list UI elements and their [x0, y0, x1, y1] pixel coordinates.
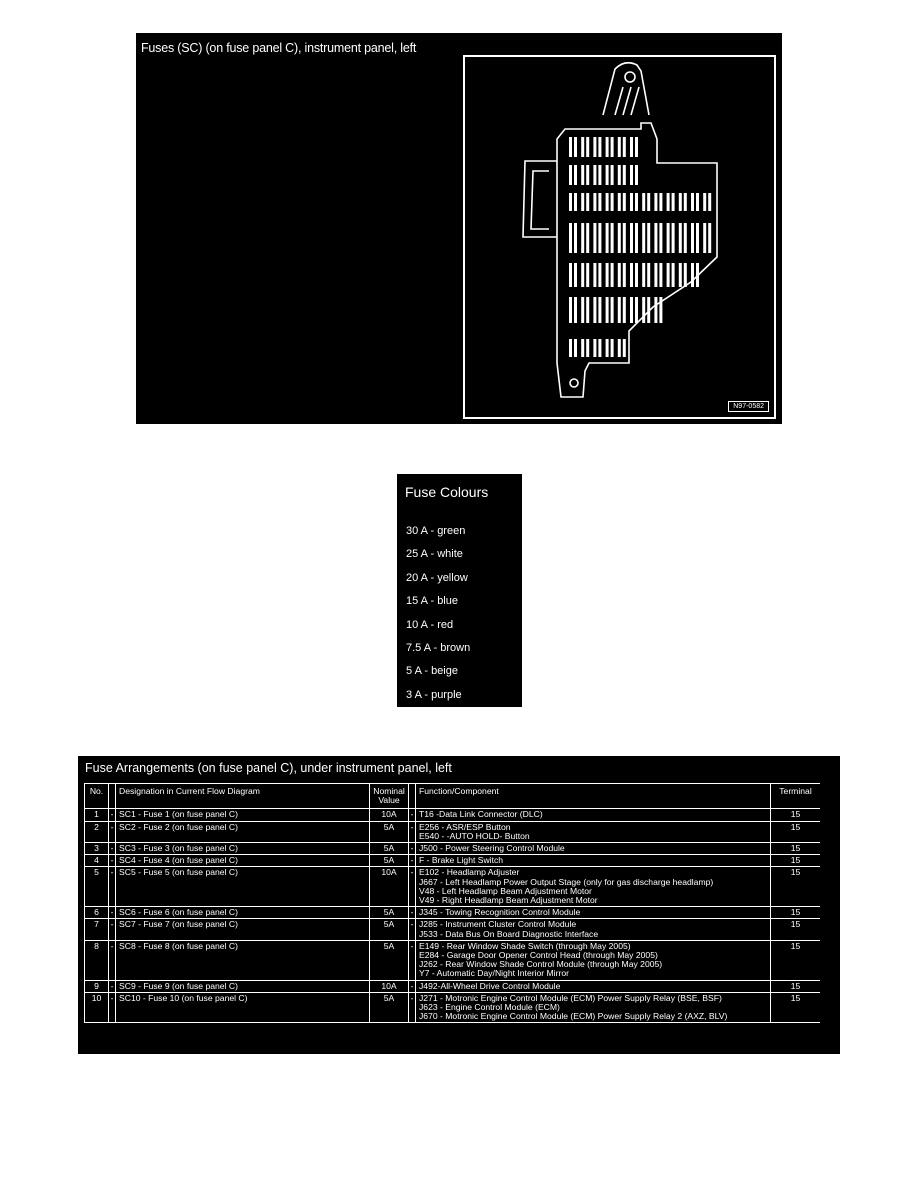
fuse-slot — [667, 223, 670, 253]
fuse-slot — [654, 223, 657, 253]
cell-terminal: 15 — [771, 821, 821, 842]
cell-dash: - — [109, 992, 116, 1023]
function-line: J500 - Power Steering Control Module — [419, 843, 565, 854]
cell-dash: - — [409, 855, 416, 867]
diagram-title: Fuses (SC) (on fuse panel C), instrument panel, left — [141, 41, 417, 55]
fuse-slot — [635, 137, 638, 157]
fuse-slot — [642, 223, 645, 253]
list-item: 10 A - red — [406, 618, 454, 631]
fuse-slot — [642, 193, 645, 211]
table-row — [85, 940, 821, 980]
cell-designation: SC9 - Fuse 9 (on fuse panel C) — [116, 980, 370, 992]
fuse-slot — [691, 223, 694, 253]
fuse-slot — [647, 223, 650, 253]
table-row — [85, 855, 821, 867]
cell-dash: - — [109, 855, 116, 867]
fuse-slot — [635, 223, 638, 253]
table-row — [85, 907, 821, 919]
header-designation: Designation in Current Flow Diagram — [116, 784, 370, 809]
fuse-slot — [569, 165, 572, 185]
fuse-slot — [642, 297, 645, 323]
fuse-slot — [586, 223, 589, 253]
fuse-slot — [606, 297, 609, 323]
fuse-slot — [618, 223, 621, 253]
fuse-slot — [635, 263, 638, 287]
fuse-slot — [569, 263, 572, 287]
cell-terminal: 15 — [771, 809, 821, 821]
cell-designation: SC2 - Fuse 2 (on fuse panel C) — [116, 821, 370, 842]
function-line: J670 - Motronic Engine Control Module (ECM) Power Supply Relay 2 (AXZ, BLV) — [419, 1011, 728, 1022]
table-row — [85, 992, 821, 1023]
cell-no: 6 — [85, 907, 109, 919]
fuse-slot — [623, 165, 626, 185]
fuse-box-drawing — [465, 57, 774, 417]
fuse-slot — [611, 193, 614, 211]
table-row — [85, 919, 821, 940]
cell-designation: SC8 - Fuse 8 (on fuse panel C) — [116, 940, 370, 980]
fuse-slot — [618, 165, 621, 185]
cell-no: 7 — [85, 919, 109, 940]
table-header-row — [85, 784, 821, 809]
function-line: E149 - Rear Window Shade Switch (through May 2005) — [419, 940, 631, 951]
list-item: 20 A - yellow — [406, 571, 468, 584]
fuse-slot — [598, 339, 601, 357]
cell-function — [416, 907, 771, 919]
function-line: J623 - Engine Control Module (ECM) — [419, 1002, 560, 1013]
fuse-slot — [581, 297, 584, 323]
cell-dash: - — [109, 980, 116, 992]
list-item: 3 A - purple — [406, 688, 462, 701]
header-nominal-value: Nominal Value — [370, 784, 409, 809]
fuse-slot — [593, 137, 596, 157]
fuse-slot — [623, 137, 626, 157]
cell-function — [416, 919, 771, 940]
fuse-slot — [606, 193, 609, 211]
cell-function — [416, 867, 771, 907]
fuse-slot — [581, 223, 584, 253]
fuse-arrangements-panel — [78, 756, 840, 1054]
fuse-slot — [586, 339, 589, 357]
cell-nominal-value: 5A — [370, 821, 409, 842]
fuse-slot — [586, 263, 589, 287]
function-line: J345 - Towing Recognition Control Module — [419, 907, 581, 918]
fuse-slot — [593, 223, 596, 253]
cell-terminal: 15 — [771, 919, 821, 940]
fuse-slot — [606, 339, 609, 357]
cell-no: 5 — [85, 867, 109, 907]
cell-designation: SC4 - Fuse 4 (on fuse panel C) — [116, 855, 370, 867]
fuse-slot — [606, 263, 609, 287]
fuse-panel-illustration — [463, 55, 776, 419]
cell-nominal-value: 5A — [370, 992, 409, 1023]
fuse-slot — [654, 193, 657, 211]
cell-nominal-value: 5A — [370, 855, 409, 867]
fuse-slot — [691, 263, 694, 287]
table-row — [85, 843, 821, 855]
table-row — [85, 821, 821, 842]
header-function: Function/Component — [416, 784, 771, 809]
cell-function — [416, 821, 771, 842]
fuse-slot — [635, 165, 638, 185]
fuse-slot — [696, 193, 699, 211]
fuse-slot — [606, 165, 609, 185]
fuse-slot — [647, 263, 650, 287]
fuse-slot — [635, 297, 638, 323]
cell-dash: - — [109, 940, 116, 980]
cell-designation: SC1 - Fuse 1 (on fuse panel C) — [116, 809, 370, 821]
fuse-slot — [672, 193, 675, 211]
cell-no: 1 — [85, 809, 109, 821]
fuse-colours-list — [406, 524, 470, 711]
fuse-panel-diagram — [136, 33, 782, 424]
cell-dash: - — [409, 919, 416, 940]
fuse-slot — [684, 193, 687, 211]
fuse-slot — [630, 137, 633, 157]
function-line: E256 - ASR/ESP Button — [419, 821, 511, 832]
fuse-slot — [708, 223, 711, 253]
function-line: F - Brake Light Switch — [419, 855, 504, 866]
function-line: E540 - -AUTO HOLD- Button — [419, 830, 530, 841]
cell-dash: - — [109, 821, 116, 842]
fuse-slot — [659, 193, 662, 211]
fuse-slot — [691, 193, 694, 211]
cell-function — [416, 980, 771, 992]
arrangements-title: Fuse Arrangements (on fuse panel C), under instrument panel, left — [85, 761, 452, 775]
header-no: No. — [85, 784, 109, 809]
cell-designation: SC6 - Fuse 6 (on fuse panel C) — [116, 907, 370, 919]
fuse-slot — [672, 263, 675, 287]
fuse-slot — [569, 297, 572, 323]
cell-dash: - — [409, 821, 416, 842]
header-spacer — [409, 784, 416, 809]
cell-nominal-value: 5A — [370, 919, 409, 940]
fuse-slot — [586, 297, 589, 323]
cell-dash: - — [109, 843, 116, 855]
cell-no: 4 — [85, 855, 109, 867]
list-item: 5 A - beige — [406, 665, 458, 678]
header-terminal: Terminal — [771, 784, 821, 809]
cell-function — [416, 809, 771, 821]
fuse-slot — [569, 339, 572, 357]
fuse-slot — [611, 263, 614, 287]
cell-nominal-value: 10A — [370, 809, 409, 821]
fuse-slot — [630, 165, 633, 185]
cell-no: 3 — [85, 843, 109, 855]
list-item: 25 A - white — [406, 548, 463, 561]
fuse-slot — [623, 223, 626, 253]
cell-terminal: 15 — [771, 843, 821, 855]
cell-dash: - — [109, 867, 116, 907]
fuse-slot — [593, 165, 596, 185]
fuse-slot — [679, 193, 682, 211]
fuse-slot — [647, 297, 650, 323]
fuse-slot — [696, 263, 699, 287]
fuse-slot — [581, 263, 584, 287]
cell-nominal-value: 5A — [370, 843, 409, 855]
fuse-slot — [574, 263, 577, 287]
fuse-slot — [623, 193, 626, 211]
fuse-slot — [581, 339, 584, 357]
fuse-slot — [593, 297, 596, 323]
cell-designation: SC5 - Fuse 5 (on fuse panel C) — [116, 867, 370, 907]
function-line: V48 - Left Headlamp Beam Adjustment Motor — [419, 885, 592, 896]
fuse-slot — [667, 263, 670, 287]
cell-dash: - — [109, 809, 116, 821]
cell-dash: - — [409, 843, 416, 855]
cell-nominal-value: 10A — [370, 980, 409, 992]
cell-dash: - — [409, 980, 416, 992]
cell-terminal: 15 — [771, 940, 821, 980]
cell-dash: - — [409, 809, 416, 821]
fuse-slot — [659, 297, 662, 323]
cell-function — [416, 855, 771, 867]
header-spacer — [109, 784, 116, 809]
fuse-slot — [611, 137, 614, 157]
fuse-slot — [593, 263, 596, 287]
fuse-slot — [598, 165, 601, 185]
list-item: 7.5 A - brown — [406, 641, 471, 654]
cell-designation: SC3 - Fuse 3 (on fuse panel C) — [116, 843, 370, 855]
function-line: E102 - Headlamp Adjuster — [419, 867, 520, 878]
fuse-slot — [581, 137, 584, 157]
cell-no: 10 — [85, 992, 109, 1023]
fuse-colours-title: Fuse Colours — [405, 484, 489, 500]
function-line: J492-All-Wheel Drive Control Module — [419, 980, 561, 991]
fuse-slot — [635, 193, 638, 211]
fuse-slot — [611, 165, 614, 185]
cell-dash: - — [409, 867, 416, 907]
table-row — [85, 980, 821, 992]
cell-no: 2 — [85, 821, 109, 842]
function-line: Y7 - Automatic Day/Night Interior Mirror — [419, 968, 569, 979]
fuse-slot — [642, 263, 645, 287]
fuse-slot — [586, 137, 589, 157]
list-item: 30 A - green — [406, 525, 466, 537]
cell-function — [416, 843, 771, 855]
fuse-slot — [630, 263, 633, 287]
fuse-slot — [618, 137, 621, 157]
function-line: J271 - Motronic Engine Control Module (ECM) Power Supply Relay (BSE, BSF) — [419, 992, 722, 1003]
fuse-slot — [679, 263, 682, 287]
cell-terminal: 15 — [771, 867, 821, 907]
fuse-slot — [654, 297, 657, 323]
function-line: T16 -Data Link Connector (DLC) — [419, 809, 543, 820]
cell-nominal-value: 5A — [370, 940, 409, 980]
cell-designation: SC7 - Fuse 7 (on fuse panel C) — [116, 919, 370, 940]
fuse-slot — [623, 339, 626, 357]
fuse-slot — [630, 297, 633, 323]
fuse-slot — [647, 193, 650, 211]
fuse-slot — [606, 137, 609, 157]
cell-dash: - — [109, 919, 116, 940]
fuse-slot — [654, 263, 657, 287]
fuse-slot — [574, 223, 577, 253]
fuse-slot — [630, 193, 633, 211]
fuse-slot — [696, 223, 699, 253]
table-row — [85, 867, 821, 907]
cell-dash: - — [409, 940, 416, 980]
fuse-slot — [708, 193, 711, 211]
fuse-slot — [586, 165, 589, 185]
fuse-slot — [606, 223, 609, 253]
fuse-slot — [684, 223, 687, 253]
fuse-slot — [618, 193, 621, 211]
fuse-slot — [618, 339, 621, 357]
list-item: 15 A - blue — [406, 595, 458, 608]
cell-dash: - — [409, 907, 416, 919]
fuse-slot — [598, 223, 601, 253]
fuse-slot — [569, 193, 572, 211]
cell-dash: - — [409, 992, 416, 1023]
function-line: J667 - Left Headlamp Power Output Stage (only for gas discharge headlamp) — [419, 876, 714, 887]
fuse-arrangements-table — [84, 783, 820, 1023]
fuse-slot — [581, 193, 584, 211]
fuse-slot — [618, 263, 621, 287]
fuse-slot — [611, 297, 614, 323]
cell-function — [416, 992, 771, 1023]
fuse-slot — [574, 339, 577, 357]
function-line: J262 - Rear Window Shade Control Module (through May 2005) — [419, 959, 663, 970]
fuse-slot — [574, 165, 577, 185]
table-row — [85, 809, 821, 821]
fuse-slot — [618, 297, 621, 323]
fuse-slot — [623, 263, 626, 287]
function-line: V49 - Right Headlamp Beam Adjustment Motor — [419, 895, 598, 906]
diagram-code: N97-0582 — [728, 401, 769, 412]
fuse-slot — [598, 137, 601, 157]
fuse-slot — [574, 297, 577, 323]
fuse-slot — [679, 223, 682, 253]
cell-dash: - — [109, 907, 116, 919]
fuse-slot — [684, 263, 687, 287]
fuse-slot — [672, 223, 675, 253]
fuse-slot — [598, 263, 601, 287]
fuse-slot — [659, 263, 662, 287]
fuse-slot — [581, 165, 584, 185]
fuse-slot — [611, 223, 614, 253]
fuse-slot — [598, 193, 601, 211]
fuse-colours-panel — [397, 474, 522, 707]
fuse-slot — [574, 137, 577, 157]
fuse-slot — [598, 297, 601, 323]
fuse-slot — [623, 297, 626, 323]
cell-designation: SC10 - Fuse 10 (on fuse panel C) — [116, 992, 370, 1023]
fuse-slot — [703, 193, 706, 211]
fuse-slot — [630, 223, 633, 253]
fuse-slot — [667, 193, 670, 211]
fuse-slot — [574, 193, 577, 211]
fuse-slot — [703, 223, 706, 253]
function-line: J285 - Instrument Cluster Control Module — [419, 919, 577, 930]
cell-terminal: 15 — [771, 992, 821, 1023]
fuse-slot — [569, 223, 572, 253]
fuse-slot — [586, 193, 589, 211]
fuse-slot — [593, 193, 596, 211]
function-line: J533 - Data Bus On Board Diagnostic Interface — [419, 928, 599, 939]
cell-nominal-value: 5A — [370, 907, 409, 919]
cell-terminal: 15 — [771, 855, 821, 867]
fuse-slot — [659, 223, 662, 253]
cell-no: 8 — [85, 940, 109, 980]
cell-no: 9 — [85, 980, 109, 992]
fuse-slot — [569, 137, 572, 157]
cell-terminal: 15 — [771, 907, 821, 919]
cell-nominal-value: 10A — [370, 867, 409, 907]
function-line: E284 - Garage Door Opener Control Head (through May 2005) — [419, 950, 658, 961]
cell-terminal: 15 — [771, 980, 821, 992]
cell-function — [416, 940, 771, 980]
fuse-slot — [593, 339, 596, 357]
fuse-slot — [611, 339, 614, 357]
